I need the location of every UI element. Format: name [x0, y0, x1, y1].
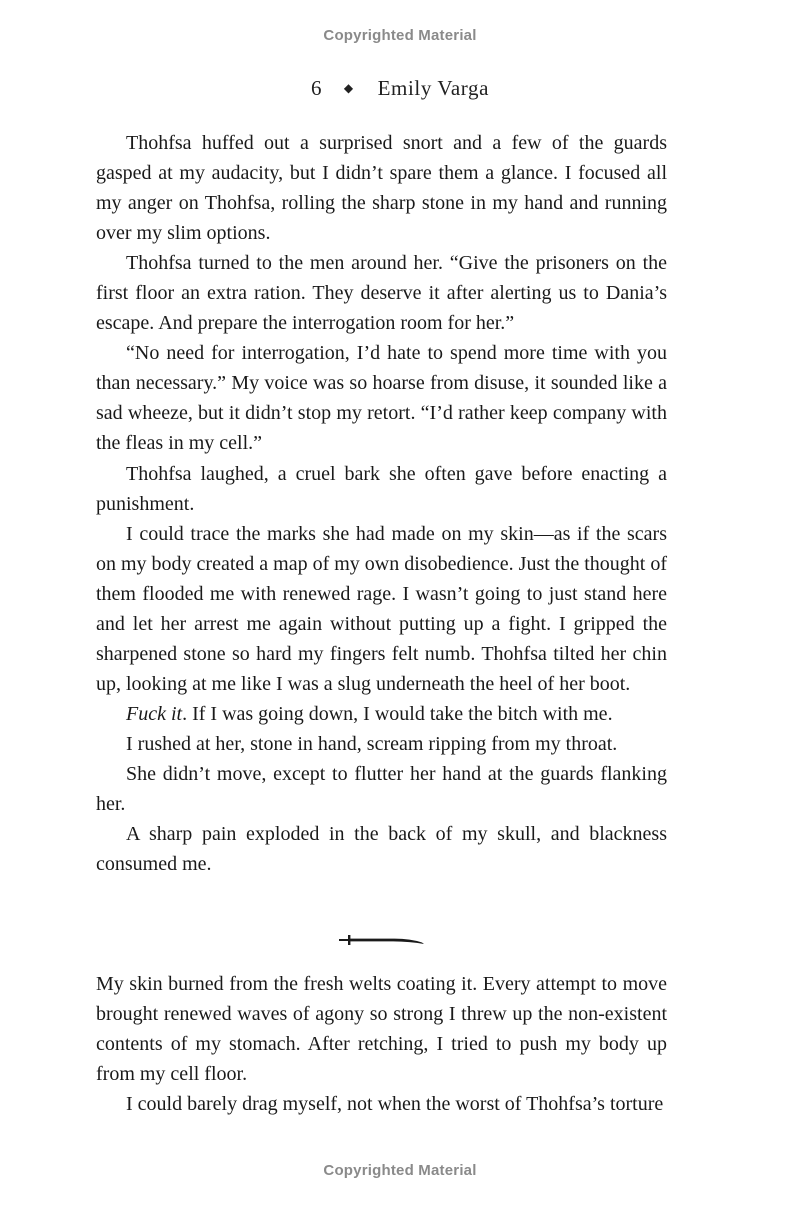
italic-phrase: Fuck it: [126, 702, 183, 725]
paragraph: Thohfsa laughed, a cruel bark she often gave before enacting a punishment.: [96, 462, 667, 515]
copyright-watermark-top: Copyrighted Material: [323, 27, 477, 44]
paragraph-rest: . If I was going down, I would take the bitch with me.: [182, 702, 613, 725]
paragraph: Thohfsa turned to the men around her. “Give the prisoners on the first floor an extra ration. They deserve it after alerting us to Dania’s escape. And prepare the interrogation room for her.”: [96, 252, 667, 335]
sword-icon: [338, 930, 426, 950]
body-text-section-2: [96, 969, 667, 1119]
sword-pommel: [339, 939, 349, 941]
paragraph: I could barely drag myself, not when the worst of Thohfsa’s torture: [126, 1093, 664, 1116]
paragraph: “No need for interrogation, I’d hate to spend more time with you than necessary.” My voice was so hoarse from disuse, it sounded like a sad wheeze, but it didn’t stop my retort. “I’d rather keep company with the fleas in my cell.”: [96, 342, 667, 455]
paragraph: A sharp pain exploded in the back of my skull, and blackness consumed me.: [96, 823, 667, 876]
page-number: 6: [310, 76, 323, 100]
running-header: [0, 76, 800, 101]
diamond-separator-icon: ◆: [343, 81, 354, 95]
paragraph: I could trace the marks she had made on my skin—as if the scars on my body created a map of my own disobedience. Just the thought of them flooded me with renewed rage. I wasn’t going to just stand here and let her arrest me again without putting up a fight. I gripped the sharpened stone so hard my fingers felt numb. Thohfsa tilted her chin up, looking at me like I was a slug underneath the heel of her boot.: [96, 522, 667, 695]
paragraph: [96, 699, 667, 729]
sword-blade: [350, 939, 424, 944]
paragraph: I rushed at her, stone in hand, scream ripping from my throat.: [126, 732, 618, 755]
paragraph: My skin burned from the fresh welts coating it. Every attempt to move brought renewed waves of agony so strong I threw up the non-existent contents of my stomach. After retching, I tried to push my body up from my cell floor.: [96, 973, 667, 1086]
paragraph: Thohfsa huffed out a surprised snort and a few of the guards gasped at my audacity, but I didn’t spare them a glance. I focused all my anger on Thohfsa, rolling the sharp stone in my hand and running over my slim options.: [96, 132, 667, 245]
paragraph: She didn’t move, except to flutter her hand at the guards flanking her.: [96, 762, 667, 816]
author-name: Emily Varga: [377, 76, 490, 100]
copyright-watermark-bottom: Copyrighted Material: [323, 1162, 477, 1179]
body-text-section-1: [96, 128, 667, 879]
